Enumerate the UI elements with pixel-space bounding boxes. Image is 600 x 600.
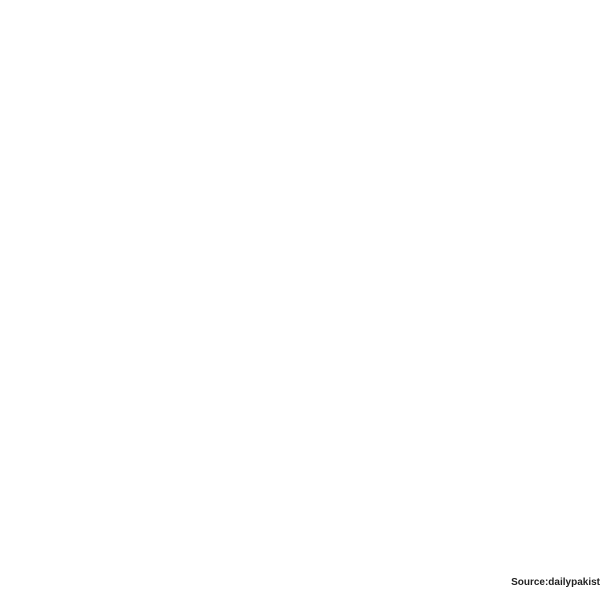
article-paragraph bbox=[8, 146, 592, 174]
source-credit: Source:dailypakist bbox=[511, 577, 600, 588]
article-body bbox=[8, 104, 592, 230]
article-headline bbox=[8, 21, 592, 109]
article-paragraph bbox=[8, 188, 592, 216]
article-paragraph bbox=[8, 104, 592, 132]
